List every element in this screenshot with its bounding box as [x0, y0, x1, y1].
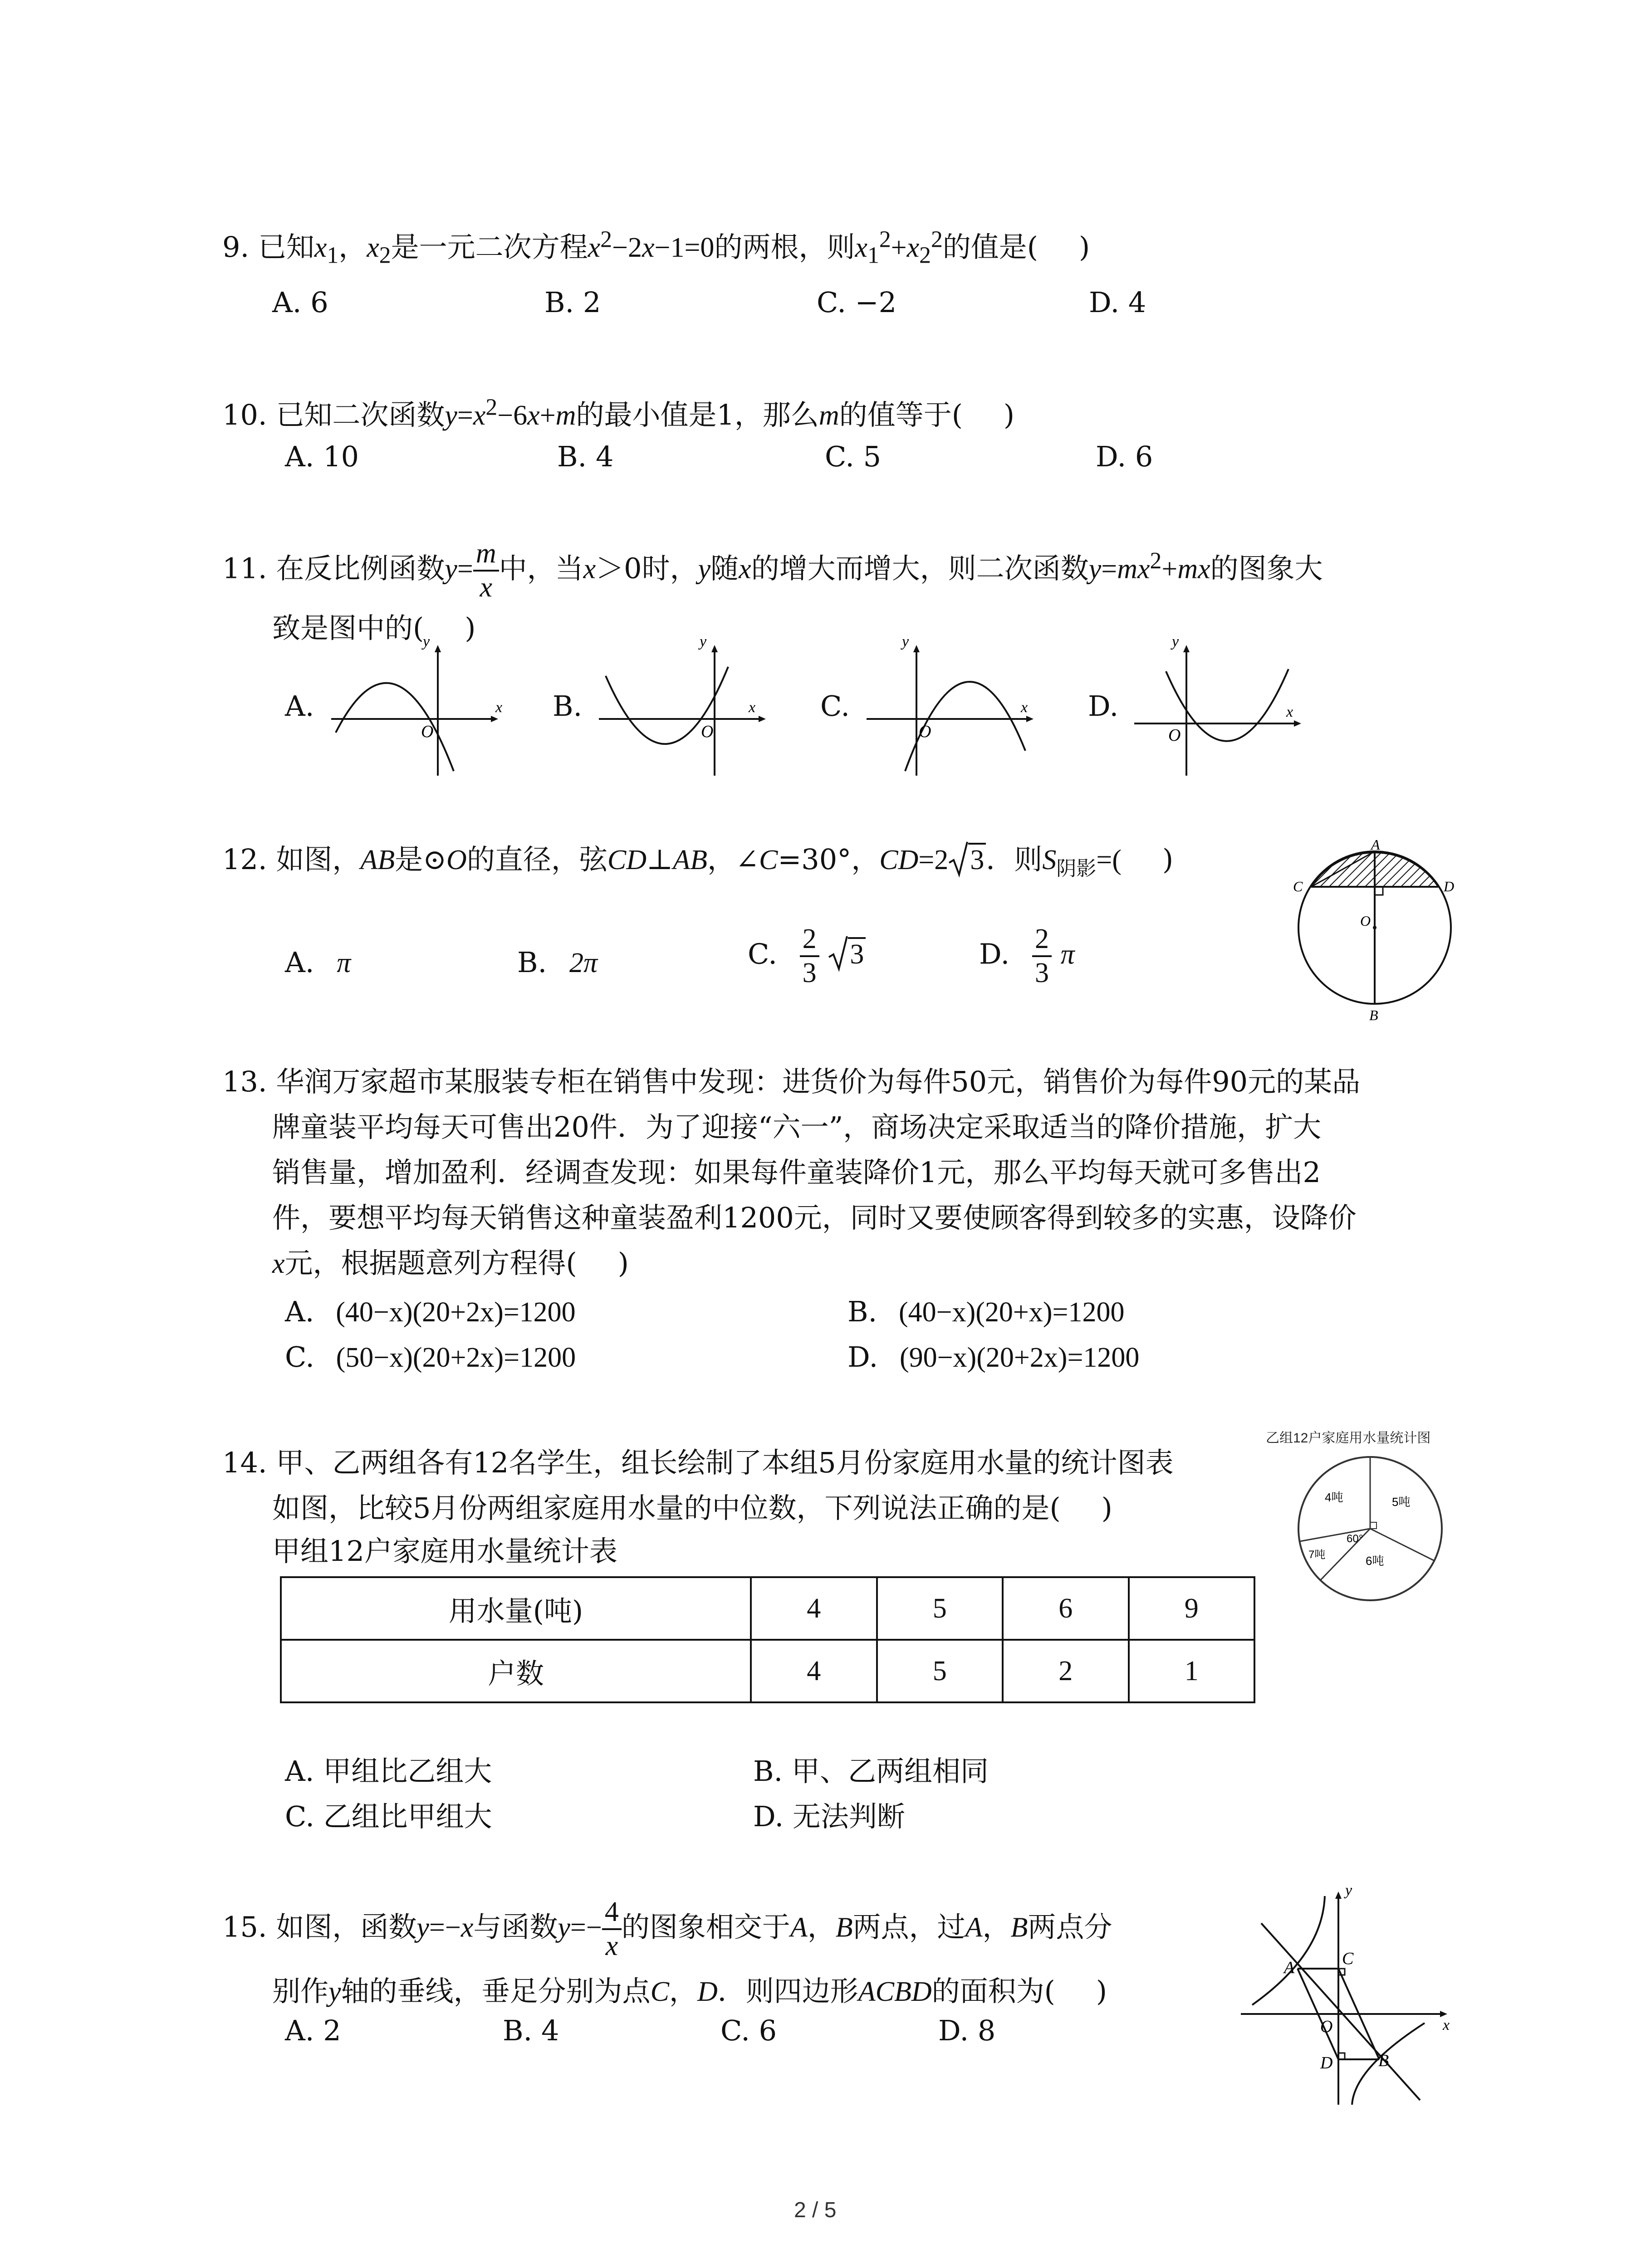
- option-c[interactable]: [748, 923, 866, 990]
- option-b[interactable]: [517, 946, 598, 979]
- radicand: 3: [968, 843, 986, 875]
- text: 如图，函数: [276, 1910, 417, 1944]
- label-y: y: [1345, 1882, 1352, 1899]
- question-number: 14.: [222, 1446, 267, 1479]
- math-text: =(: [1096, 845, 1122, 875]
- x-label: x: [1286, 704, 1293, 720]
- label-o: O: [1360, 913, 1371, 929]
- text: ): [465, 611, 476, 645]
- option-label: B.: [847, 1295, 877, 1328]
- math-var: ACBD: [858, 1976, 932, 2007]
- text: ．则: [986, 843, 1043, 876]
- text: ): [1162, 843, 1174, 876]
- math-var: AB: [673, 845, 708, 875]
- math-sub: 2: [919, 242, 931, 269]
- text: 随: [710, 552, 739, 585]
- math-text: =2: [918, 845, 949, 875]
- question-13-line1: [222, 1059, 1360, 1100]
- text: 甲、乙两组各有12名学生，组长绘制了本组5月份家庭用水量的统计图表: [276, 1446, 1174, 1479]
- label-o: O: [1320, 2017, 1333, 2036]
- text: 中，当: [499, 552, 583, 585]
- parabola: [336, 683, 454, 771]
- text: 的图象大: [1210, 552, 1323, 585]
- math-text: =−: [429, 1912, 461, 1943]
- text: ．则四边形: [717, 1975, 858, 2008]
- text: 的面积为(: [931, 1975, 1055, 2008]
- math-var: m: [1117, 553, 1137, 585]
- label-c: C: [1293, 878, 1303, 894]
- y-label: y: [902, 633, 909, 650]
- option-d[interactable]: D. 4: [1089, 286, 1146, 319]
- question-15-line2: [272, 1969, 1107, 2009]
- math-var: y: [698, 553, 711, 585]
- math-var: 2π: [569, 948, 598, 978]
- math-var: O: [446, 845, 467, 875]
- table-cell: 1: [1129, 1640, 1255, 1702]
- pie-chart: [1293, 1452, 1447, 1606]
- text: 是⊙: [395, 843, 447, 876]
- option-a[interactable]: A. 10: [285, 440, 359, 473]
- text: ，∠: [707, 843, 759, 876]
- y-arrow: [1335, 1892, 1342, 1899]
- x-arrow: [1440, 2011, 1447, 2017]
- option-text: (50−x)(20+2x)=1200: [336, 1342, 576, 1373]
- numerator: 2: [1032, 923, 1052, 957]
- option-text: (40−x)(20+2x)=1200: [336, 1297, 576, 1328]
- option-b[interactable]: B. 2: [544, 286, 601, 319]
- option-a[interactable]: A. 6: [272, 286, 328, 319]
- math-sup: 2: [1150, 547, 1162, 574]
- graph-d: [1130, 635, 1311, 780]
- math-var: C: [650, 1976, 669, 2007]
- math-var: S: [1042, 845, 1057, 875]
- text: 在反比例函数: [276, 552, 445, 585]
- text: 元，根据题意列方程得(: [284, 1246, 577, 1280]
- x-arrow: [1026, 716, 1034, 722]
- option-b[interactable]: B. 甲、乙两组相同: [753, 1755, 989, 1788]
- fraction: [602, 1896, 622, 1963]
- math-var: x: [906, 232, 920, 263]
- x-arrow: [759, 716, 766, 722]
- text: 的图象相交于: [621, 1910, 790, 1944]
- text: 轴的垂线，垂足分别为点: [341, 1975, 651, 2008]
- option-label: A.: [285, 946, 314, 979]
- question-number: 15.: [222, 1910, 267, 1944]
- text: ，: [982, 1910, 1011, 1944]
- math-var: m: [1177, 553, 1198, 585]
- text: 如图，: [276, 843, 361, 876]
- text: 是一元二次方程: [391, 230, 588, 264]
- math-var: y: [1088, 553, 1102, 585]
- denominator: 3: [1034, 958, 1049, 989]
- text: 的两根，则: [714, 230, 855, 264]
- text: ⊥: [646, 843, 673, 876]
- option-c[interactable]: C. 乙组比甲组大: [285, 1800, 492, 1833]
- option-b[interactable]: B. 4: [503, 2014, 559, 2047]
- pie-title: 乙组12户家庭用水量统计图: [1266, 1431, 1431, 1446]
- text: ，: [669, 1975, 697, 2008]
- math-text: +: [1161, 553, 1178, 585]
- pie-label: 60°: [1347, 1533, 1363, 1545]
- table-cell: 4: [751, 1577, 877, 1640]
- numerator: 2: [800, 923, 819, 957]
- question-number: 11.: [222, 552, 267, 585]
- text: ，: [807, 1910, 836, 1944]
- math-var: π: [337, 948, 351, 978]
- radical-sign: [948, 840, 968, 878]
- option-a[interactable]: [285, 946, 351, 979]
- origin-label: O: [919, 722, 931, 741]
- question-9-stem: [222, 225, 1090, 269]
- option-label: A.: [285, 1295, 314, 1328]
- table-row: [281, 1640, 1254, 1702]
- option-d[interactable]: D. 6: [1096, 440, 1153, 473]
- text: =30°，: [778, 843, 880, 876]
- math-var: y: [558, 1912, 570, 1943]
- text: 与函数: [473, 1910, 558, 1944]
- text: 华润万家超市某服装专柜在销售中发现：进货价为每件50元，销售价为每件90元的某品: [276, 1065, 1361, 1098]
- x-label: x: [1021, 699, 1028, 716]
- option-text: (40−x)(20+x)=1200: [899, 1297, 1125, 1328]
- question-14-line2: [272, 1486, 1112, 1526]
- question-13-line4: 件，要想平均每天销售这种童装盈利1200元，同时又要使顾客得到较多的实惠，设降价: [272, 1201, 1357, 1234]
- center-dot: [1373, 926, 1376, 929]
- pie-label: 4吨: [1325, 1491, 1343, 1504]
- numerator: 4: [602, 1896, 622, 1930]
- math-var: CD: [879, 845, 919, 875]
- table-row: [281, 1577, 1254, 1640]
- math-var: A: [965, 1912, 983, 1943]
- graph-c: [862, 635, 1043, 780]
- question-number: 12.: [222, 843, 267, 876]
- text: 的值等于(: [839, 398, 963, 431]
- table-cell: 2: [1003, 1640, 1129, 1702]
- option-c[interactable]: C. −2: [817, 286, 897, 319]
- math-text: +: [891, 232, 907, 263]
- line-y-neg-x: [1261, 1923, 1420, 2100]
- denominator: x: [480, 572, 492, 603]
- table-header-cell: 户数: [281, 1640, 751, 1702]
- origin-label: O: [701, 722, 714, 741]
- math-var: y: [445, 400, 457, 431]
- fraction: [800, 923, 819, 990]
- math-sup: 2: [879, 226, 891, 253]
- math-var: x: [739, 553, 751, 585]
- math-var: x: [588, 232, 601, 263]
- question-12-stem: [222, 837, 1173, 881]
- question-14-line1: [222, 1440, 1174, 1481]
- option-b[interactable]: B. 4: [557, 440, 614, 473]
- label-x: x: [1443, 2017, 1450, 2033]
- math-text: =−: [570, 1912, 602, 1943]
- math-var: x: [583, 553, 596, 585]
- math-sub: 阴影: [1056, 857, 1097, 880]
- text: ): [1079, 230, 1090, 264]
- right-angle-mark: [1370, 1522, 1376, 1529]
- math-var: y: [416, 1912, 429, 1943]
- hyperbola-upper-left: [1252, 1896, 1325, 2005]
- table-cell: 9: [1129, 1577, 1255, 1640]
- question-number: 13.: [222, 1065, 267, 1098]
- y-label: y: [1172, 633, 1179, 650]
- question-13-line3: 销售量，增加盈利．经调查发现：如果每件童装降价1元，那么平均每天就可多售出2: [272, 1156, 1321, 1189]
- numerator: m: [473, 538, 499, 572]
- text: 两点，过: [852, 1910, 965, 1944]
- radicand: 3: [848, 937, 866, 970]
- text: 的最小值是1，那么: [576, 398, 819, 431]
- sqrt: [828, 937, 866, 971]
- table-title: 甲组12户家庭用水量统计表: [272, 1535, 617, 1568]
- option-a[interactable]: A.: [285, 689, 314, 723]
- math-var: m: [818, 400, 839, 431]
- math-text: =: [1101, 553, 1117, 585]
- question-15-stem: [222, 1896, 1112, 1963]
- hyperbola-figure: [1234, 1882, 1461, 2109]
- label-c: C: [1342, 1949, 1354, 1968]
- denominator: x: [605, 1931, 618, 1962]
- option-a[interactable]: A. 2: [285, 2014, 341, 2047]
- math-var: CD: [607, 845, 647, 875]
- label-a: A: [1371, 836, 1380, 853]
- text: ＞0时，: [596, 552, 698, 585]
- table-cell: 4: [751, 1640, 877, 1702]
- table-cell: 5: [877, 1640, 1003, 1702]
- y-arrow: [711, 645, 718, 652]
- question-10-stem: [222, 392, 1014, 433]
- math-var: π: [1060, 939, 1075, 970]
- math-var: y: [328, 1976, 341, 2007]
- y-arrow: [913, 645, 920, 652]
- math-sup: 2: [931, 226, 943, 253]
- right-angle-mark: [1338, 2053, 1345, 2059]
- pie-label: 5吨: [1392, 1495, 1411, 1509]
- math-var: x: [367, 232, 379, 263]
- option-label: D.: [847, 1340, 878, 1374]
- math-text: =: [457, 553, 473, 585]
- question-number: 10.: [222, 398, 267, 431]
- circle-figure: [1284, 836, 1465, 1023]
- option-d[interactable]: D.: [1088, 689, 1119, 723]
- text: ): [1003, 398, 1015, 431]
- option-b[interactable]: B.: [553, 689, 583, 723]
- x-label: x: [749, 699, 756, 716]
- option-d[interactable]: [847, 1340, 1139, 1374]
- y-label: y: [700, 633, 707, 650]
- water-usage-table: [280, 1576, 1255, 1703]
- math-text: +: [539, 400, 556, 431]
- option-c[interactable]: C. 5: [825, 440, 882, 473]
- label-b: B: [1369, 1007, 1378, 1023]
- option-a[interactable]: [285, 1295, 576, 1329]
- math-sub: 1: [327, 242, 339, 269]
- text: 已知: [258, 230, 314, 264]
- text: ): [617, 1246, 629, 1280]
- option-c[interactable]: C. 6: [720, 2014, 777, 2047]
- text: 的值是(: [942, 230, 1038, 264]
- label-d: D: [1320, 2053, 1333, 2072]
- text: 如图，比较5月份两组家庭用水量的中位数，下列说法正确的是(: [272, 1491, 1061, 1525]
- origin-label: O: [1168, 726, 1181, 745]
- option-label: D.: [979, 937, 1010, 971]
- math-text: −2: [612, 232, 642, 263]
- question-number: 9.: [222, 230, 250, 264]
- math-var: x: [314, 232, 327, 263]
- math-var: y: [445, 553, 457, 585]
- question-13-line5: [272, 1241, 629, 1281]
- question-11-stem: [222, 538, 1323, 604]
- graph-b: [594, 635, 776, 780]
- sqrt: [948, 843, 986, 876]
- table-cell: 5: [877, 1577, 1003, 1640]
- math-var: m: [555, 400, 576, 431]
- math-text: −1=0: [654, 232, 715, 263]
- fraction: [1032, 923, 1052, 990]
- denominator: 3: [802, 958, 817, 989]
- text: 已知二次函数: [276, 398, 445, 431]
- label-a: A: [1284, 1958, 1295, 1977]
- math-var: x: [1198, 553, 1210, 585]
- x-arrow: [1294, 720, 1301, 727]
- text: 致是图中的(: [272, 611, 424, 645]
- question-13-line2: 牌童装平均每天可售出20件．为了迎接“六一”，商场决定采取适当的降价措施，扩大: [272, 1110, 1322, 1144]
- y-label: y: [423, 633, 430, 650]
- pie-label: 7吨: [1308, 1549, 1326, 1561]
- option-c[interactable]: C.: [820, 689, 850, 723]
- graph-a: [327, 635, 508, 780]
- option-label: B.: [517, 946, 547, 979]
- math-var: x: [527, 400, 540, 431]
- option-label: C.: [285, 1340, 314, 1374]
- label-d: D: [1444, 878, 1455, 894]
- x-arrow: [491, 716, 498, 722]
- math-sub: 2: [379, 242, 391, 269]
- fraction: [473, 538, 499, 604]
- text: 两点分: [1028, 1910, 1112, 1944]
- math-text: −6: [497, 400, 528, 431]
- math-var: x: [1137, 553, 1150, 585]
- text: 的直径，弦: [466, 843, 607, 876]
- math-sup: 2: [600, 226, 612, 253]
- math-var: x: [642, 232, 655, 263]
- math-sup: 2: [485, 394, 498, 420]
- math-var: x: [473, 400, 486, 431]
- math-var: D: [697, 1976, 718, 2007]
- option-d[interactable]: D. 无法判断: [753, 1800, 905, 1833]
- math-var: C: [759, 845, 778, 875]
- math-var: AB: [360, 845, 395, 875]
- math-var: x: [460, 1912, 474, 1943]
- text: ，: [338, 230, 367, 264]
- math-sub: 1: [867, 242, 879, 269]
- pie-label: 6吨: [1366, 1554, 1384, 1568]
- text: ): [1096, 1975, 1107, 2008]
- text: ): [1101, 1491, 1112, 1525]
- text: 别作: [272, 1975, 329, 2008]
- option-label: C.: [748, 937, 777, 971]
- y-arrow: [1183, 645, 1190, 652]
- radical-sign: [828, 934, 848, 973]
- parabola: [1166, 669, 1288, 741]
- origin-label: O: [421, 722, 434, 741]
- option-d[interactable]: [979, 923, 1075, 990]
- math-text: =: [457, 400, 473, 431]
- y-arrow: [435, 645, 441, 652]
- option-d[interactable]: D. 8: [938, 2014, 996, 2047]
- label-b: B: [1378, 2051, 1389, 2070]
- math-var: x: [272, 1248, 285, 1279]
- option-text: (90−x)(20+2x)=1200: [899, 1342, 1140, 1373]
- option-c[interactable]: [285, 1340, 576, 1374]
- option-a[interactable]: A. 甲组比乙组大: [285, 1755, 492, 1788]
- right-angle-mark: [1375, 887, 1383, 895]
- table-cell: 6: [1003, 1577, 1129, 1640]
- math-var: B: [835, 1912, 853, 1943]
- x-label: x: [495, 699, 503, 716]
- math-var: A: [790, 1912, 808, 1943]
- text: 的增大而增大，则二次函数: [751, 552, 1089, 585]
- page-number: 2 / 5: [794, 2198, 837, 2222]
- option-b[interactable]: [847, 1295, 1124, 1329]
- math-var: B: [1010, 1912, 1028, 1943]
- math-var: x: [855, 232, 867, 263]
- table-header-cell: 用水量(吨): [281, 1577, 751, 1640]
